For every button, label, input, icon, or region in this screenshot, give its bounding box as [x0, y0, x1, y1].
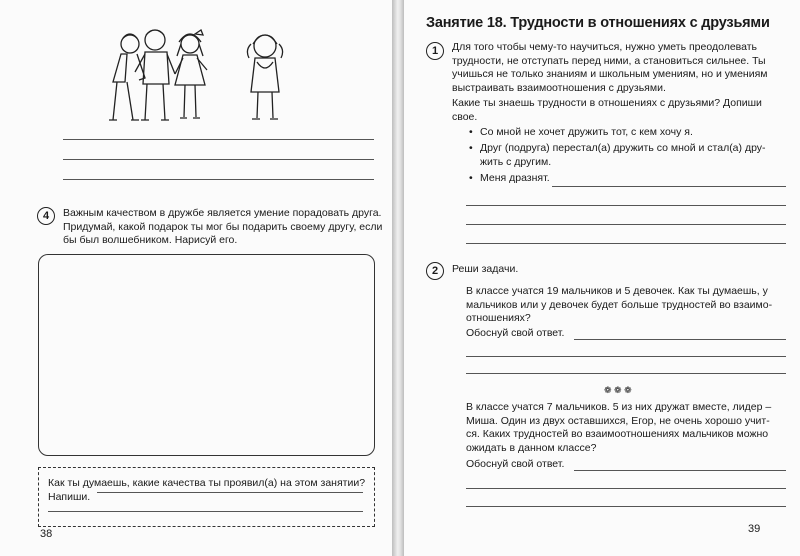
- task4-line: Важным качеством в дружбе является умение порадовать друга.: [63, 207, 382, 219]
- lesson-title: Занятие 18. Трудности в отношениях с друзьями: [426, 15, 770, 31]
- problem2-line: ожидать в данном классе?: [466, 441, 597, 454]
- task-number-1: 1: [426, 42, 444, 60]
- answer2-label: Обоснуй свой ответ.: [466, 458, 565, 470]
- task1-question-line: свое.: [452, 110, 478, 123]
- answer-line[interactable]: [466, 488, 786, 489]
- left-page: [0, 0, 394, 556]
- answer-line[interactable]: [97, 492, 363, 493]
- task1-question-line: Какие ты знаешь трудности в отношениях с друзьями? Допиши: [452, 97, 762, 109]
- task1-intro-line: выстраивать взаимоотношения с друзьями.: [452, 81, 666, 94]
- problem2-line: Миша. Один из двух оставшихся, Егор, не очень хорошо учит-: [466, 414, 770, 427]
- bullet-line: жить с другим.: [480, 155, 552, 168]
- task2-heading: Реши задачи.: [452, 263, 519, 275]
- page-number-39: 39: [748, 523, 761, 535]
- answer1-label: Обоснуй свой ответ.: [466, 327, 565, 339]
- task-number-4: 4: [37, 207, 55, 225]
- answer-line[interactable]: [466, 205, 786, 206]
- task1-intro: [452, 41, 792, 95]
- problem1-text: [466, 285, 796, 326]
- answer-line[interactable]: [466, 224, 786, 225]
- page-number-38: 38: [40, 528, 53, 540]
- problem2-line: В классе учатся 7 мальчиков. 5 из них дружат вместе, лидер –: [466, 401, 772, 413]
- answer-line[interactable]: [552, 186, 786, 187]
- task4-line: Придумай, какой подарок ты мог бы подарить своему другу, если: [63, 220, 383, 233]
- problem2-line: ся. Каких трудностей во взаимоотношениях мальчиков можно: [466, 428, 769, 441]
- bullet-line: • Со мной не хочет дружить тот, с кем хочу я.: [480, 126, 693, 138]
- problem2-text: [466, 401, 796, 455]
- children-illustration-icon: [95, 22, 305, 127]
- difficulty-bullet: [480, 172, 792, 186]
- answer-line[interactable]: [466, 506, 786, 507]
- task1-intro-line: Для того чтобы чему-то научиться, нужно уметь преодолевать: [452, 41, 758, 53]
- answer-line[interactable]: [466, 243, 786, 244]
- answer-line[interactable]: [574, 470, 786, 471]
- task1-intro-line: учишься не только знаниям и школьным умениям, но и умениям: [452, 68, 768, 81]
- difficulty-bullet: [480, 142, 792, 169]
- drawing-box[interactable]: [38, 254, 375, 456]
- task4-text: [63, 207, 383, 248]
- answer-line[interactable]: [63, 159, 374, 160]
- problem1-line: мальчиков или у девочек будет больше трудностей во взаимо-: [466, 298, 773, 311]
- task4-line: бы был волшебником. Нарисуй его.: [63, 234, 238, 247]
- problem1-line: В классе учатся 19 мальчиков и 5 девочек. Как ты думаешь, у: [466, 285, 768, 297]
- right-page: [404, 0, 800, 556]
- task1-question: [452, 97, 792, 124]
- task-number-2: 2: [426, 262, 444, 280]
- bullet-line: • Друг (подруга) перестал(а) дружить со мной и стал(а) дру-: [480, 142, 766, 154]
- section-separator: ❁ ❁ ❁: [604, 385, 632, 395]
- bullet-line: • Меня дразнят.: [480, 172, 550, 184]
- reflection-line: Напиши.: [48, 490, 91, 503]
- difficulty-bullet: [480, 126, 792, 140]
- reflection-line: Как ты думаешь, какие качества ты проявил(а) на этом занятии?: [48, 477, 366, 489]
- answer-line[interactable]: [466, 356, 786, 357]
- problem1-line: отношениях?: [466, 312, 531, 325]
- answer-line[interactable]: [48, 511, 363, 512]
- reflection-text: [48, 477, 368, 504]
- answer-line[interactable]: [63, 139, 374, 140]
- task1-intro-line: трудности, не отступать перед ними, а становиться сильнее. Ты: [452, 54, 766, 67]
- reflection-box: [38, 467, 375, 527]
- answer-line[interactable]: [63, 179, 374, 180]
- answer-line[interactable]: [466, 373, 786, 374]
- answer-line[interactable]: [574, 339, 786, 340]
